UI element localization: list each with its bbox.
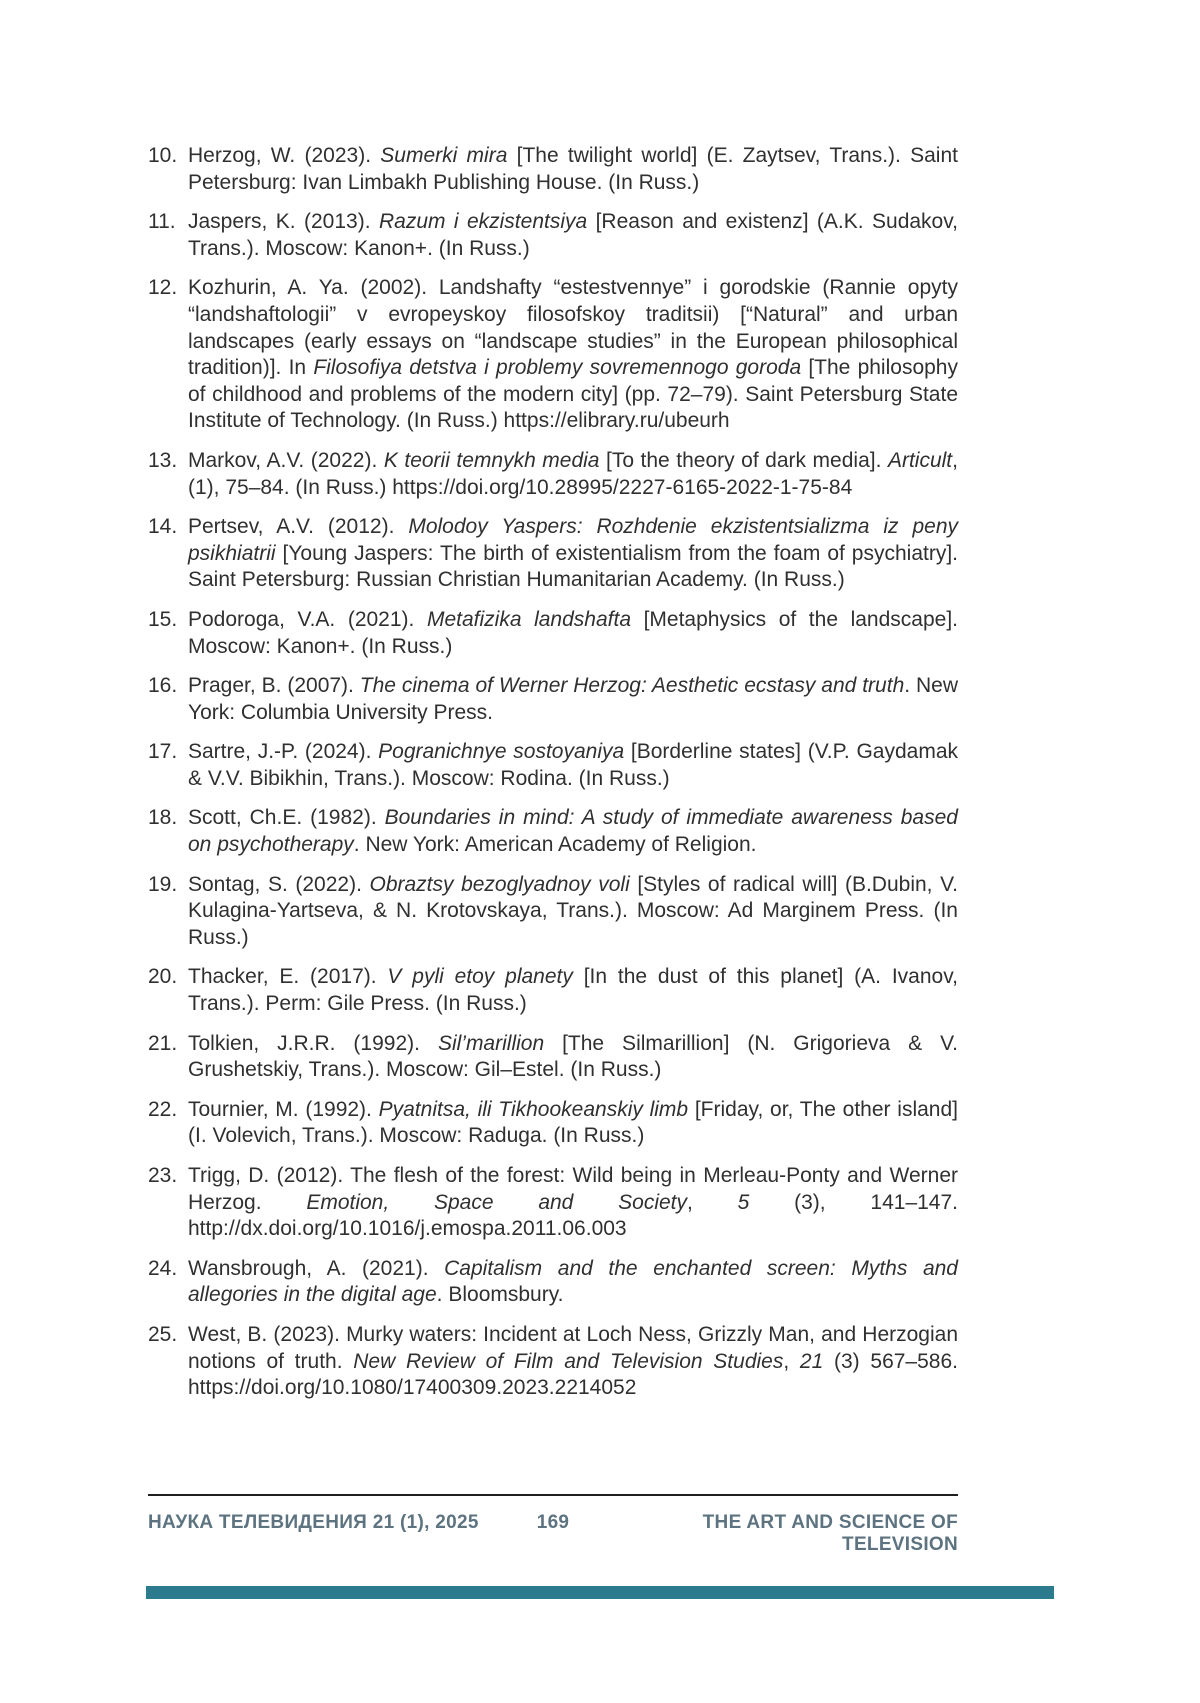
journal-title-en: THE ART AND SCIENCE OF TELEVISION: [702, 1512, 959, 1555]
reference-entry: [148, 964, 958, 1017]
reference-entry: [148, 1322, 958, 1402]
reference-entry: [148, 805, 958, 858]
reference-number: 21.: [148, 1031, 178, 1055]
reference-number: 14.: [148, 515, 178, 539]
reference-text: Sontag, S. (2022). Obraztsy bezoglyadnoy voli [Styles of radical will] (B.Dubin, V. Kulagina-Yartseva, & N. Krotovskaya, Trans.). Moscow: Ad Marginem Press. (In Russ.): [188, 872, 958, 949]
reference-number: 13.: [148, 448, 178, 472]
reference-text: Tolkien, J.R.R. (1992). Sil’marillion [The Silmarillion] (N. Grigorieva & V. Grushetskiy, Trans.). Moscow: Gil–Estel. (In Russ.): [188, 1031, 958, 1082]
accent-bar: [146, 1586, 1054, 1599]
page-footer: [148, 1512, 958, 1556]
page-number: 169: [536, 1512, 570, 1533]
reference-text: Herzog, W. (2023). Sumerki mira [The twilight world] (E. Zaytsev, Trans.). Saint Petersburg: Ivan Limbakh Publishing House. (In Russ.): [188, 144, 958, 194]
reference-number: 12.: [148, 276, 178, 300]
reference-entry: [148, 209, 958, 262]
reference-entry: [148, 448, 958, 501]
reference-number: 24.: [148, 1256, 178, 1280]
reference-text: Markov, A.V. (2022). K teorii temnykh media [To the theory of dark media]. Articult, (1), 75–84. (In Russ.) https://doi.org/10.28995/2227-6165-2022-1-75-84: [188, 448, 958, 499]
reference-text: Scott, Ch.E. (1982). Boundaries in mind: A study of immediate awareness based on psychotherapy. New York: American Academy of Religion.: [188, 806, 958, 857]
reference-entry: [148, 143, 958, 196]
reference-entry: [148, 1163, 958, 1243]
reference-text: Tournier, M. (1992). Pyatnitsa, ili Tikhookeanskiy limb [Friday, or, The other island] (I. Volevich, Trans.). Moscow: Raduga. (In Russ.): [188, 1097, 958, 1148]
footer-divider: [148, 1494, 958, 1496]
reference-number: 25.: [148, 1322, 178, 1346]
reference-entry: [148, 1097, 958, 1150]
reference-number: 19.: [148, 872, 178, 896]
reference-text: Trigg, D. (2012). The flesh of the forest: Wild being in Merleau-Ponty and Werner Herzog. Emotion, Space and Society, 5 (3), 141–147. http://dx.doi.org/10.1016/j.emospa.2011.06.003: [188, 1164, 958, 1241]
reference-number: 18.: [148, 806, 178, 830]
reference-entry: [148, 739, 958, 792]
reference-number: 11.: [148, 210, 176, 234]
reference-number: 15.: [148, 607, 178, 631]
reference-entry: [148, 1256, 958, 1309]
reference-text: Wansbrough, A. (2021). Capitalism and the enchanted screen: Myths and allegories in the digital age. Bloomsbury.: [188, 1256, 958, 1307]
reference-text: Kozhurin, A. Ya. (2002). Landshafty “estestvennye” i gorodskie (Rannie opyty “landshaftologii” v evropeyskoy filosofskoy traditsii) [“Natural” and urban landscapes (early essays on “landscape studies” in the European philosophical tradition)]. In Filosofiya detstva i problemy sovremennogo goroda [The philosophy of childhood and problems of the modern city] (pp. 72–79). Saint Petersburg State Institute of Technology. (In Russ.) https://elibrary.ru/ubeurh: [188, 276, 958, 433]
reference-text: Podoroga, V.A. (2021). Metafizika landshafta [Metaphysics of the landscape]. Moscow: Kanon+. (In Russ.): [188, 607, 958, 658]
reference-number: 16.: [148, 674, 178, 698]
journal-title-ru: НАУКА ТЕЛЕВИДЕНИЯ 21 (1), 2025: [148, 1512, 479, 1533]
reference-entry: [148, 673, 958, 726]
reference-number: 17.: [148, 740, 178, 764]
reference-text: West, B. (2023). Murky waters: Incident at Loch Ness, Grizzly Man, and Herzogian notions of truth. New Review of Film and Television Studies, 21 (3) 567–586. https://doi.org/10.1080/17400309.2023.2214052: [188, 1322, 958, 1400]
reference-text: Sartre, J.-P. (2024). Pogranichnye sostoyaniya [Borderline states] (V.P. Gaydamak & V.V. Bibikhin, Trans.). Moscow: Rodina. (In Russ.): [188, 740, 958, 790]
reference-number: 22.: [148, 1097, 178, 1121]
reference-text: Thacker, E. (2017). V pyli etoy planety [In the dust of this planet] (A. Ivanov, Trans.). Perm: Gile Press. (In Russ.): [188, 965, 958, 1016]
reference-entry: [148, 607, 958, 660]
reference-list: [148, 143, 958, 1415]
reference-text: Jaspers, K. (2013). Razum i ekzistentsiya [Reason and existenz] (A.K. Sudakov, Trans.). Moscow: Kanon+. (In Russ.): [188, 210, 959, 260]
reference-entry: [148, 514, 958, 594]
reference-number: 20.: [148, 965, 178, 989]
reference-entry: [148, 275, 958, 435]
reference-text: Prager, B. (2007). The cinema of Werner Herzog: Aesthetic ecstasy and truth. New York: Columbia University Press.: [188, 674, 958, 724]
reference-number: 10.: [148, 144, 178, 167]
reference-entry: [148, 872, 958, 952]
reference-number: 23.: [148, 1164, 178, 1187]
reference-entry: [148, 1031, 958, 1084]
reference-text: Pertsev, A.V. (2012). Molodoy Yaspers: Rozhdenie ekzistentsializma iz peny psikhiatrii [Young Jaspers: The birth of existentialism from the foam of psychiatry]. Saint Petersburg: Russian Christian Humanitarian Academy. (In Russ.): [188, 515, 959, 592]
